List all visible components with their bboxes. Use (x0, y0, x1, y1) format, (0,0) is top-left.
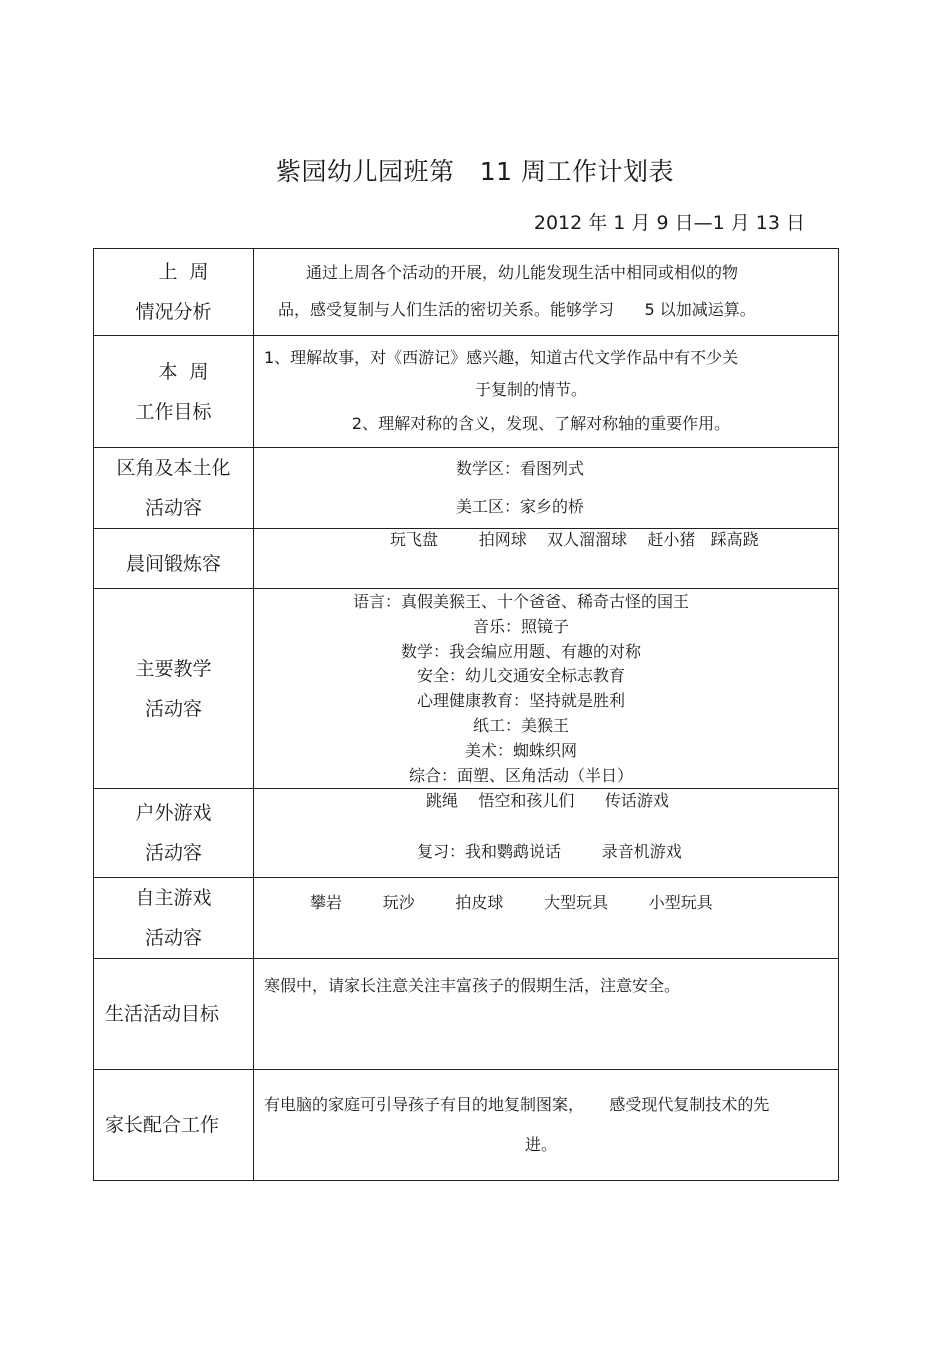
label-line: 活动容 (144, 842, 202, 865)
table-row (94, 1070, 839, 1181)
label-line: 活动容 (144, 927, 202, 950)
label-line: 活动容 (144, 697, 202, 720)
content-line: 美工区：家乡的桥 (455, 497, 584, 516)
table-row (94, 336, 839, 448)
content-line: 纸工：美猴王 (472, 715, 569, 735)
date-range: 2012 年 1 月 9 日—1 月 13 日 (533, 212, 805, 234)
label-line: 主要教学 (135, 657, 212, 680)
content-line: 心理健康教育：坚持就是胜利 (416, 691, 625, 711)
table-row (94, 789, 839, 878)
content-line: 音乐：照镜子 (472, 616, 569, 636)
content-line: 寒假中，请家长注意关注丰富孩子的假期生活，注意安全。 (264, 976, 681, 996)
content-line: 数学：我会编应用题、有趣的对称 (400, 641, 641, 661)
label-line: 工作目标 (135, 400, 212, 423)
content-line: 复习：我和鹦鹉说话 录音机游戏 (417, 842, 682, 862)
content-line: 有电脑的家庭可引导孩子有目的地复制图案， 感受现代复制技术的先 (264, 1095, 770, 1115)
label-line: 家长配合工作 (105, 1114, 220, 1137)
content-line: 品，感受复制与人们生活的密切关系。能够学习 5 以加减运算。 (278, 300, 756, 319)
page-title: 紫园幼儿园班第 11 周工作计划表 (275, 157, 675, 186)
label-line: 户外游戏 (135, 802, 212, 825)
content-line: 跳绳 悟空和孩儿们 传话游戏 (426, 791, 669, 811)
row-content (254, 529, 839, 589)
row-label (94, 878, 254, 959)
content-line: 2、理解对称的含义，发现、了解对称轴的重要作用。 (351, 414, 731, 433)
content-line: 进。 (524, 1135, 557, 1155)
table-row (94, 878, 839, 959)
table-row (94, 448, 839, 529)
row-content (254, 589, 839, 789)
table-row (94, 529, 839, 589)
content-line: 语言：真假美猴王、十个爸爸、稀奇古怪的国王 (352, 592, 689, 611)
content-line: 1、理解故事，对《西游记》感兴趣，知道古代文学作品中有不少关 (264, 348, 739, 367)
content-line: 安全：幼儿交通安全标志教育 (416, 666, 625, 686)
row-content (254, 336, 839, 448)
row-content (254, 959, 839, 1070)
content-line: 攀岩 玩沙 拍皮球 大型玩具 小型玩具 (310, 893, 713, 913)
row-label (94, 1070, 254, 1181)
row-content (254, 1070, 839, 1181)
row-label (94, 959, 254, 1070)
content-line: 通过上周各个活动的开展，幼儿能发现生活中相同或相似的物 (306, 263, 739, 282)
table-row (94, 589, 839, 789)
content-line: 于复制的情节。 (474, 380, 587, 399)
row-content (254, 789, 839, 878)
label-line: 生活活动目标 (105, 1003, 220, 1026)
label-line: 上 周 (158, 261, 209, 283)
row-label (94, 529, 254, 589)
label-line: 活动容 (144, 497, 202, 519)
content-line: 玩飞盘 拍网球 双人溜溜球 赶小猪 踩高跷 (390, 530, 759, 549)
content-line: 美术：蜘蛛织网 (464, 740, 577, 760)
table-row (94, 959, 839, 1070)
label-line: 情况分析 (135, 301, 212, 323)
content-line: 综合：面塑、区角活动（半日） (408, 765, 633, 785)
label-line: 晨间锻炼容 (125, 552, 221, 575)
row-content (254, 249, 839, 336)
row-content (254, 448, 839, 529)
label-line: 自主游戏 (135, 887, 212, 910)
table-row (94, 249, 839, 336)
row-content (254, 878, 839, 959)
label-line: 本 周 (158, 360, 209, 383)
row-label (94, 249, 254, 336)
row-label (94, 789, 254, 878)
label-line: 区角及本土化 (116, 457, 231, 479)
content-line: 数学区：看图列式 (455, 459, 584, 478)
work-plan-table (93, 248, 839, 1181)
